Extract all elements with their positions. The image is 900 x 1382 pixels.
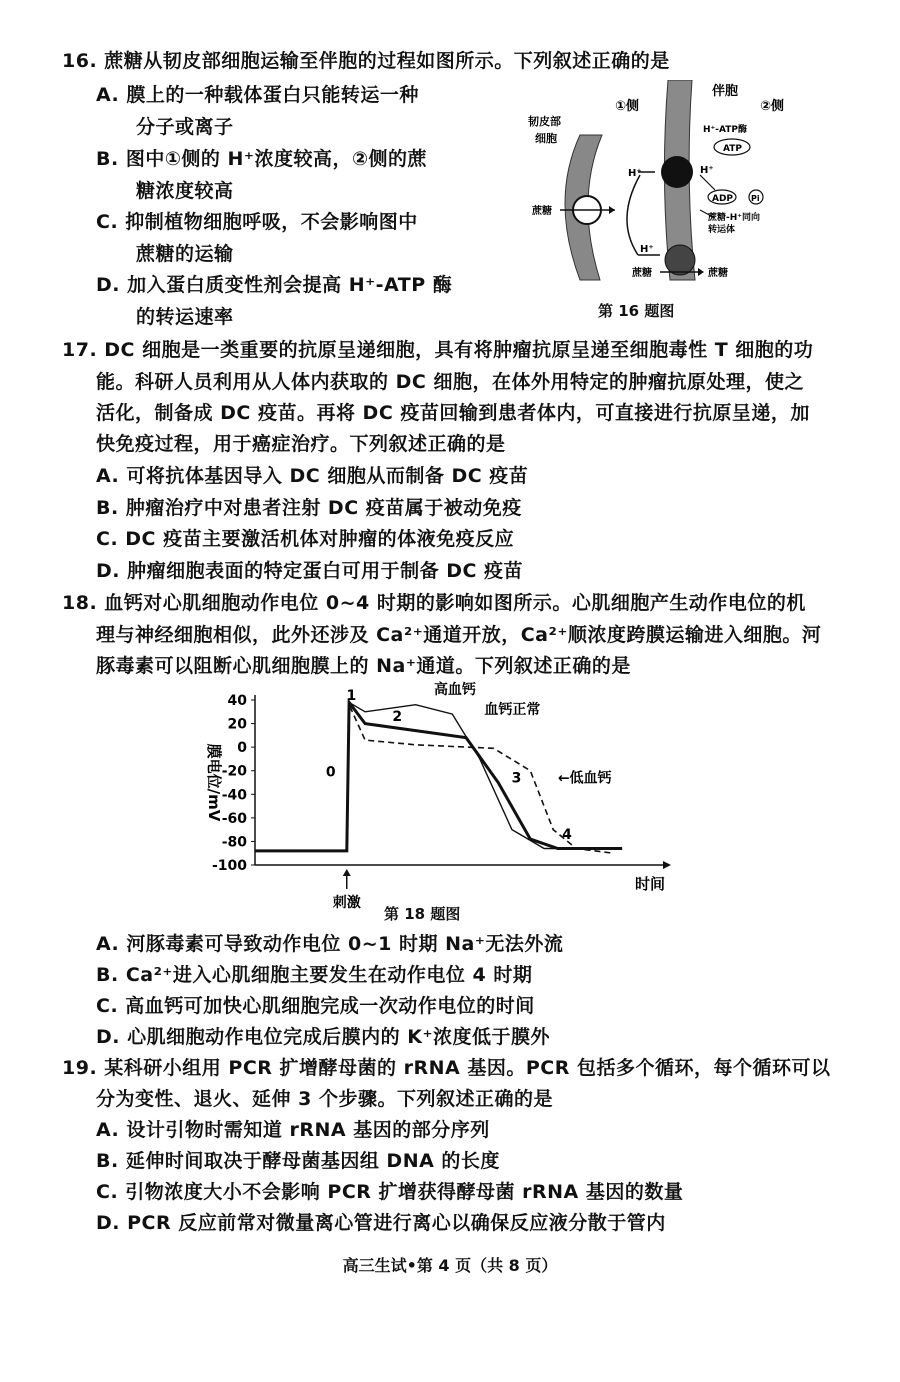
label-sucrose-left: 蔗糖 [532,206,552,217]
phase-label: 0 [325,764,336,781]
q17-option-c: C. DC 疫苗主要激活机体对肿瘤的体液免疫反应 [96,528,515,550]
q16-option-b: B. 图中①侧的 H⁺浓度较高，②侧的蔗 [96,148,428,170]
q18-option-a: A. 河豚毒素可导致动作电位 0~1 时期 Na⁺无法外流 [96,933,564,955]
q17-stem-2: 能。科研人员利用从人体内获取的 DC 细胞，在体外用特定的肿瘤抗原处理，使之 [96,371,804,393]
q18-option-c: C. 高血钙可加快心肌细胞完成一次动作电位的时间 [96,995,535,1017]
stimulus-arrow-head [343,869,351,876]
label-h-right: H⁺ [700,165,714,176]
x-axis-label: 时间 [635,875,666,893]
x-axis-arrow [663,861,671,869]
q19-option-b: B. 延伸时间取决于酵母菌基因组 DNA 的长度 [96,1150,500,1172]
label-h-left: H⁺ [628,168,642,179]
phase-label: 2 [392,709,403,726]
q16-option-d: D. 加入蛋白质变性剂会提高 H⁺-ATP 酶 [96,274,453,296]
q17-option-a: A. 可将抗体基因导入 DC 细胞从而制备 DC 疫苗 [96,465,529,487]
y-axis-label: 膜电位/mV [205,743,223,822]
label-phloem-1: 韧皮部 [528,115,561,128]
chart-labels [205,681,665,910]
series-label-1: 血钙正常 [484,702,541,719]
q16-option-c-cont: 蔗糖的运输 [136,243,234,265]
label-pi: Pi [751,194,760,203]
label-phloem-2: 细胞 [535,132,557,145]
phase-label: 4 [562,827,572,844]
q16-option-d-cont: 的转运速率 [136,306,234,328]
q18-option-b: B. Ca²⁺进入心肌细胞主要发生在动作电位 4 时期 [96,964,533,986]
q16-option-c: C. 抑制植物细胞呼吸，不会影响图中 [96,211,418,233]
label-cotransporter-2: 转运体 [708,225,736,235]
label-sucrose-bottom-right: 蔗糖 [708,268,728,279]
q17-stem-1: 17. DC 细胞是一类重要的抗原呈递细胞，具有将肿瘤抗原呈递至细胞毒性 T 细胞的功 [62,339,814,361]
figure-16-membrane-diagram [520,80,810,290]
figure-18-action-potential-chart [195,680,685,910]
label-adp: ADP [712,194,734,204]
phase-label: 3 [511,770,522,787]
h-atpase [661,156,693,188]
q19-option-a: A. 设计引物时需知道 rRNA 基因的部分序列 [96,1119,490,1141]
q16-option-a-cont: 分子或离子 [136,116,234,138]
page-footer: 高三生试•第 4 页（共 8 页） [342,1256,558,1275]
label-side2: ②侧 [760,99,785,114]
y-tick-label: 0 [237,740,247,757]
q17-stem-3: 活化，制备成 DC 疫苗。再将 DC 疫苗回输到患者体内，可直接进行抗原呈递，加 [96,402,810,424]
label-sucrose-bottom-left: 蔗糖 [632,268,652,279]
y-tick-label: -20 [221,763,247,780]
q19-stem-1: 19. 某科研小组用 PCR 扩增酵母菌的 rRNA 基因。PCR 包括多个循环，每个循环可以 [62,1057,831,1079]
y-tick-label: -40 [221,787,247,804]
phase-label: 1 [346,688,357,704]
y-tick-label: 40 [227,693,247,709]
q18-stem-3: 豚毒素可以阻断心肌细胞膜上的 Na⁺通道。下列叙述正确的是 [96,655,631,677]
q17-option-d: D. 肿瘤细胞表面的特定蛋白可用于制备 DC 疫苗 [96,560,524,582]
q16-option-b-cont: 糖浓度较高 [136,180,234,202]
sucrose-h-cotransporter [665,245,695,275]
stimulus-label: 刺激 [332,895,361,910]
q18-option-d: D. 心肌细胞动作电位完成后膜内的 K⁺浓度低于膜外 [96,1026,550,1048]
label-h-atpase: H⁺-ATP酶 [703,125,748,135]
q18-stem-1: 18. 血钙对心肌细胞动作电位 0~4 时期的影响如图所示。心肌细胞产生动作电位的机 [62,592,806,614]
figure-18-caption: 第 18 题图 [384,905,461,923]
y-tick-label: -100 [211,858,247,874]
figure-16-caption: 第 16 题图 [598,302,675,320]
label-atp: ATP [723,144,743,154]
q16-option-a: A. 膜上的一种载体蛋白只能转运一种 [96,84,419,106]
series-label-2: ←低血钙 [557,770,612,787]
chart-axes [251,695,671,889]
q16-stem: 16. 蔗糖从韧皮部细胞运输至伴胞的过程如图所示。下列叙述正确的是 [62,50,670,72]
q17-stem-4: 快免疫过程，用于癌症治疗。下列叙述正确的是 [96,433,506,455]
label-companion-cell: 伴胞 [712,84,739,99]
label-h-bottom: H⁺ [640,244,654,255]
q17-option-b: B. 肿瘤治疗中对患者注射 DC 疫苗属于被动免疫 [96,497,522,519]
series-label-0: 高血钙 [433,682,476,699]
y-tick-label: -80 [221,834,247,851]
label-cotransporter-1: 蔗糖-H⁺同向 [708,213,761,223]
q18-stem-2: 理与神经细胞相似，此外还涉及 Ca²⁺通道开放，Ca²⁺顺浓度跨膜运输进入细胞。河 [96,624,822,646]
q19-option-c: C. 引物浓度大小不会影响 PCR 扩增获得酵母菌 rRNA 基因的数量 [96,1181,684,1203]
q19-option-d: D. PCR 反应前常对微量离心管进行离心以确保反应液分散于管内 [96,1212,666,1234]
y-tick-label: 20 [227,716,247,733]
y-tick-label: -60 [221,810,247,827]
q19-stem-2: 分为变性、退火、延伸 3 个步骤。下列叙述正确的是 [96,1088,553,1110]
label-side1: ①侧 [615,99,640,114]
